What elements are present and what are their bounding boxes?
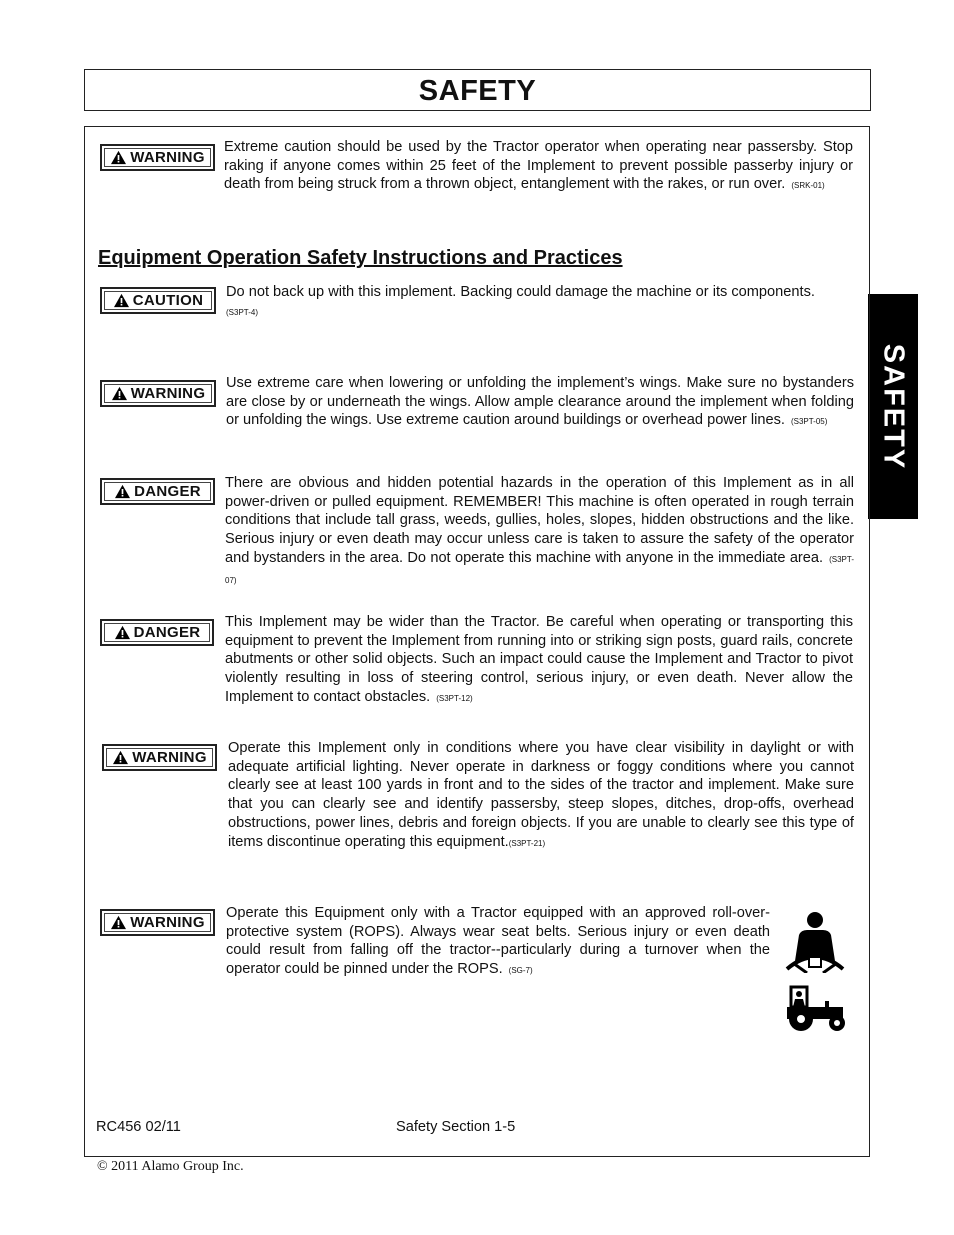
warning-badge bbox=[100, 380, 216, 407]
alert-triangle-icon bbox=[112, 750, 129, 765]
caution-badge bbox=[100, 287, 216, 314]
badge-label: WARNING bbox=[130, 914, 205, 931]
page-title: SAFETY bbox=[418, 75, 537, 107]
badge-label: DANGER bbox=[134, 483, 201, 500]
section-heading: Equipment Operation Safety Instructions and Practices bbox=[98, 247, 623, 269]
warning-badge bbox=[100, 144, 215, 171]
notice-code: (SG-7) bbox=[508, 966, 533, 976]
badge-label: WARNING bbox=[132, 749, 207, 766]
tractor-icon bbox=[781, 985, 848, 1032]
notice-text bbox=[225, 613, 853, 709]
notice-body: Operate this Equipment only with a Tractor equipped with an approved roll-over-protective system (ROPS). Always wear seat belts. Serious injury or even death could result from falling off the tractor--particularly during a turnover when the operator could be pinned under the ROPS. bbox=[226, 905, 770, 978]
notice-body: Do not back up with this implement. Backing could damage the machine or its components. bbox=[226, 284, 815, 300]
notice-code: (S3PT-12) bbox=[436, 693, 473, 703]
notice-code: (S3PT-05) bbox=[790, 417, 828, 427]
notice-code: (S3PT-07) bbox=[225, 554, 854, 585]
notice-text bbox=[226, 283, 854, 322]
warning-badge bbox=[102, 744, 217, 771]
notice-text bbox=[228, 739, 854, 853]
alert-triangle-icon bbox=[114, 625, 131, 640]
warning-badge bbox=[100, 909, 215, 936]
notice-body: Extreme caution should be used by the Tractor operator when operating near passersby. Stop raking if anyone comes within 25 feet of the Implement to prevent possible passerby injury or death from being struck from a thrown object, entanglement with the rakes, or run over. bbox=[224, 139, 853, 193]
notice-body: This Implement may be wider than the Tractor. Be careful when operating or transporting this equipment to prevent the Implement from running into or striking sign posts, guard rails, concrete abutments or other solid objects. Such an impact could cause the Implement and Tractor to pivot violently resulting in loss of steering control, serious injury, or even death. Never allow the Implement to contact obstacles. bbox=[225, 614, 853, 705]
alert-triangle-icon bbox=[114, 484, 131, 499]
danger-badge bbox=[100, 478, 215, 505]
alert-triangle-icon bbox=[111, 386, 128, 401]
notice-code: (S3PT-4) bbox=[226, 307, 259, 317]
notice-body: There are obvious and hidden potential hazards in the operation of this Implement as in all power-driven or pulled equipment. REMEMBER! This machine is often operated in rough terrain conditions that include tall grass, weeds, gullies, holes, slopes, hidden obstructions and the like. Serious injury or even death may occur unless care is taken to assure the safety of the operator and bystanders in the area. Do not operate this machine with anyone in the immediate area. bbox=[225, 475, 854, 566]
notice-body: Use extreme care when lowering or unfolding the implement’s wings. Make sure no bystanders are close by or underneath the wings. Allow ample clearance around the implement when folding or unfolding the wings. Use extreme caution around buildings or overhead power lines. bbox=[226, 375, 854, 429]
badge-label: DANGER bbox=[133, 624, 201, 641]
doc-code: RC456 02/11 bbox=[96, 1119, 181, 1135]
alert-triangle-icon bbox=[110, 915, 127, 930]
badge-label: CAUTION bbox=[132, 292, 204, 309]
copyright: © 2011 Alamo Group Inc. bbox=[97, 1159, 244, 1174]
badge-label: WARNING bbox=[130, 149, 205, 166]
danger-badge bbox=[100, 619, 214, 646]
notice-text bbox=[226, 904, 770, 981]
badge-label: WARNING bbox=[130, 385, 206, 402]
side-tab bbox=[868, 294, 918, 519]
page-header bbox=[84, 69, 871, 111]
notice-body: Operate this Implement only in conditions where you have clear visibility in daylight or with adequate artificial lighting. Never operate in darkness or foggy conditions where you cannot clearly see at least 100 yards in front and to the sides of the tractor and implement. Make sure that you can clearly see and identify passersby, steep slopes, ditches, drop-offs, overhead obstructions, power lines, debris and foreign objects. If you are unable to clearly see this type of items discontinue operating this equipment. bbox=[228, 740, 854, 850]
alert-triangle-icon bbox=[113, 293, 130, 308]
seatbelt-icon bbox=[785, 911, 845, 973]
side-tab-label: SAFETY bbox=[877, 343, 910, 470]
notice-code: (S3PT-21) bbox=[508, 838, 546, 848]
alert-triangle-icon bbox=[110, 150, 127, 165]
notice-text bbox=[224, 138, 853, 196]
notice-code: (SRK-01) bbox=[791, 181, 825, 191]
notice-text bbox=[225, 474, 854, 590]
page-number: Safety Section 1-5 bbox=[396, 1119, 516, 1135]
notice-text bbox=[226, 374, 854, 432]
